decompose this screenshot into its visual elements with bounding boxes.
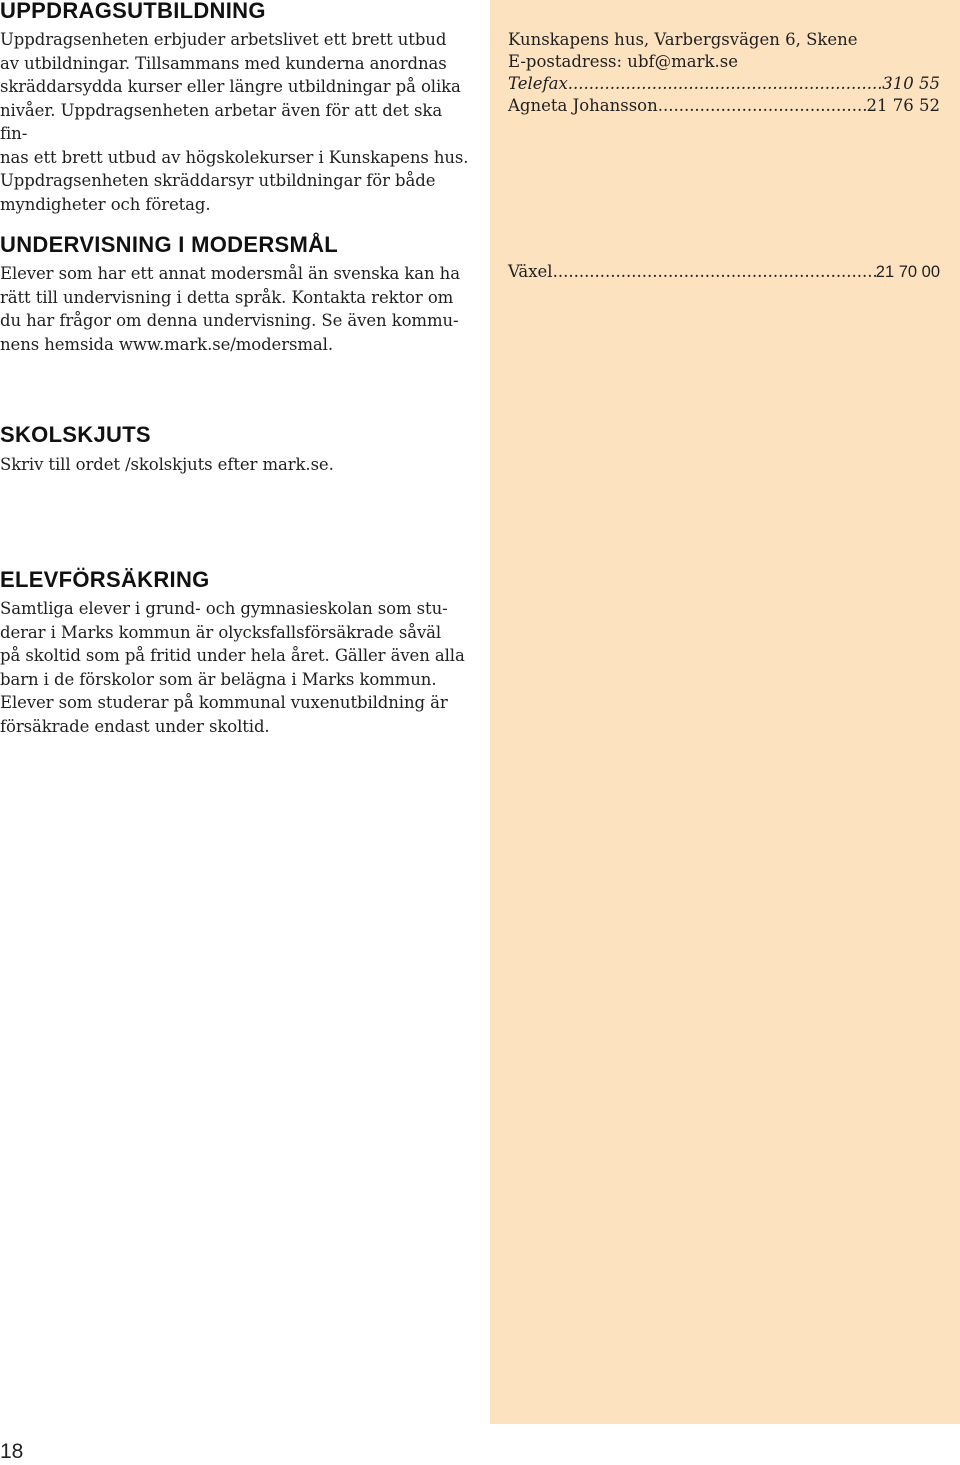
modersmal-body-text	[0, 262, 470, 356]
text-line: Samtliga elever i grund- och gymnasieskolan som stu-	[0, 599, 448, 618]
text-line: skräddarsydda kurser eller längre utbildningar på olika	[0, 77, 461, 96]
heading-undervisning-i-modersmal: UNDERVISNING I MODERSMÅL	[0, 232, 339, 257]
heading-skolskjuts: SKOLSKJUTS	[0, 422, 151, 447]
contact-number: 21 70 00	[875, 263, 940, 281]
text-line: Uppdragsenheten skräddarsyr utbildningar för både	[0, 171, 436, 190]
contact-email[interactable]: E-postadress: ubf@mark.se	[508, 52, 738, 71]
text-line: av utbildningar. Tillsammans med kunderna anordnas	[0, 53, 447, 73]
elevforsakring-body-text	[0, 597, 470, 738]
text-line: försäkrade endast under skoltid.	[0, 716, 270, 736]
page-number: 18	[0, 1440, 24, 1463]
uppdrag-body-text	[0, 28, 470, 216]
text-line: Elever som har ett annat modersmål än svenska kan ha	[0, 264, 460, 283]
contact-number: 310 55	[882, 74, 940, 93]
contact-row-vaxel	[508, 261, 940, 283]
contact-row-agneta-johansson	[508, 95, 940, 117]
dot-leader	[553, 261, 876, 283]
text-line: på skoltid som på fritid under hela året. Gäller även alla	[0, 646, 465, 665]
text-line: Skriv till ordet /skolskjuts efter mark.se.	[0, 455, 334, 474]
uppdrag-contact-block	[508, 29, 940, 117]
text-line: nivåer. Uppdragsenheten arbetar även för att det ska fin-	[0, 100, 443, 143]
dot-leader	[568, 73, 882, 95]
text-line: rätt till undervisning i detta språk. Kontakta rektor om	[0, 287, 454, 307]
text-line: myndigheter och företag.	[0, 194, 211, 214]
contact-address: Kunskapens hus, Varbergsvägen 6, Skene	[508, 30, 858, 49]
text-line: barn i de förskolor som är belägna i Marks kommun.	[0, 669, 437, 689]
contact-label: Växel	[508, 262, 553, 281]
dot-leader	[658, 95, 867, 117]
skolskjuts-body-text	[0, 453, 470, 477]
text-line: Uppdragsenheten erbjuder arbetslivet ett brett utbud	[0, 30, 447, 49]
modersmal-contact-block	[508, 261, 940, 283]
contact-label: Telefax	[508, 74, 568, 93]
text-line: nas ett brett utbud av högskolekurser i Kunskapens hus.	[0, 147, 469, 167]
heading-elevforsakring: ELEVFÖRSÄKRING	[0, 567, 210, 592]
text-line: derar i Marks kommun är olycksfallsförsäkrade såväl	[0, 622, 442, 642]
text-line: nens hemsida www.mark.se/modersmal.	[0, 334, 333, 354]
text-line: du har frågor om denna undervisning. Se även kommu-	[0, 311, 459, 330]
contact-sidebar	[490, 0, 960, 1424]
contact-label: Agneta Johansson	[508, 96, 658, 115]
contact-number: 21 76 52	[866, 96, 940, 115]
heading-uppdragsutbildning: UPPDRAGSUTBILDNING	[0, 0, 266, 23]
text-line: Elever som studerar på kommunal vuxenutbildning är	[0, 693, 448, 712]
contact-row-telefax	[508, 73, 940, 95]
